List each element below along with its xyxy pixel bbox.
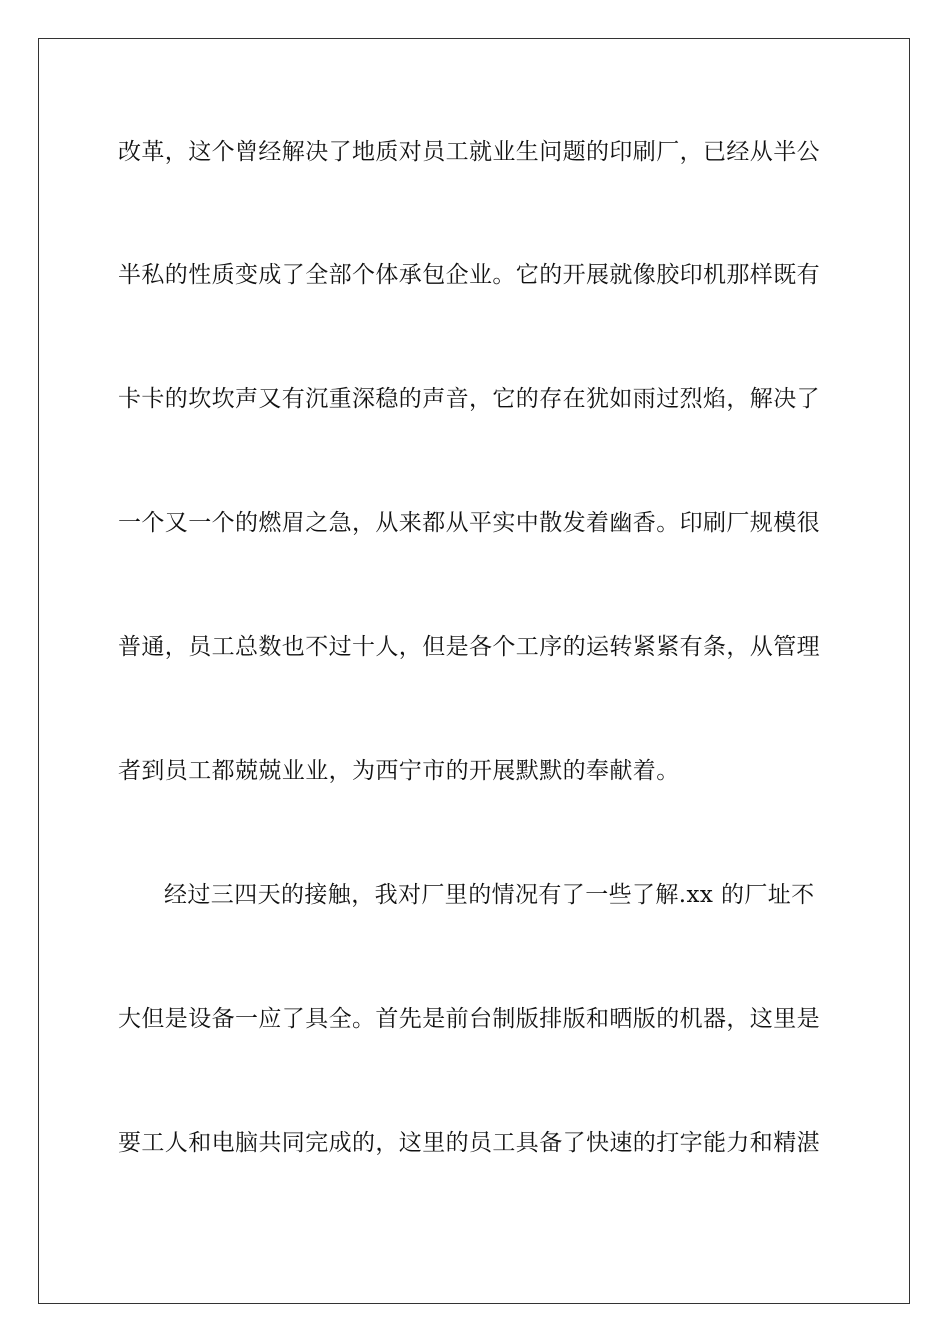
text-line: 普通，员工总数也不过十人，但是各个工序的运转紧紧有条，从管理 xyxy=(118,634,820,660)
text-line: 要工人和电脑共同完成的，这里的员工具备了快速的打字能力和精湛 xyxy=(118,1130,820,1156)
text-line: 改革，这个曾经解决了地质对员工就业生问题的印刷厂，已经从半公 xyxy=(118,139,820,165)
text-line: 一个又一个的燃眉之急，从来都从平实中散发着幽香。印刷厂规模很 xyxy=(118,510,820,536)
text-line: 者到员工都兢兢业业，为西宁市的开展默默的奉献着。 xyxy=(118,758,680,784)
text-line: 大但是设备一应了具全。首先是前台制版排版和晒版的机器，这里是 xyxy=(118,1006,820,1032)
text-line: 半私的性质变成了全部个体承包企业。它的开展就像胶印机那样既有 xyxy=(118,262,820,288)
text-line: 卡卡的坎坎声又有沉重深稳的声音，它的存在犹如雨过烈焰，解决了 xyxy=(118,386,820,412)
paragraph-start-line: 经过三四天的接触，我对厂里的情况有了一些了解.xx 的厂址不 xyxy=(164,882,815,908)
page-border xyxy=(38,38,910,1304)
